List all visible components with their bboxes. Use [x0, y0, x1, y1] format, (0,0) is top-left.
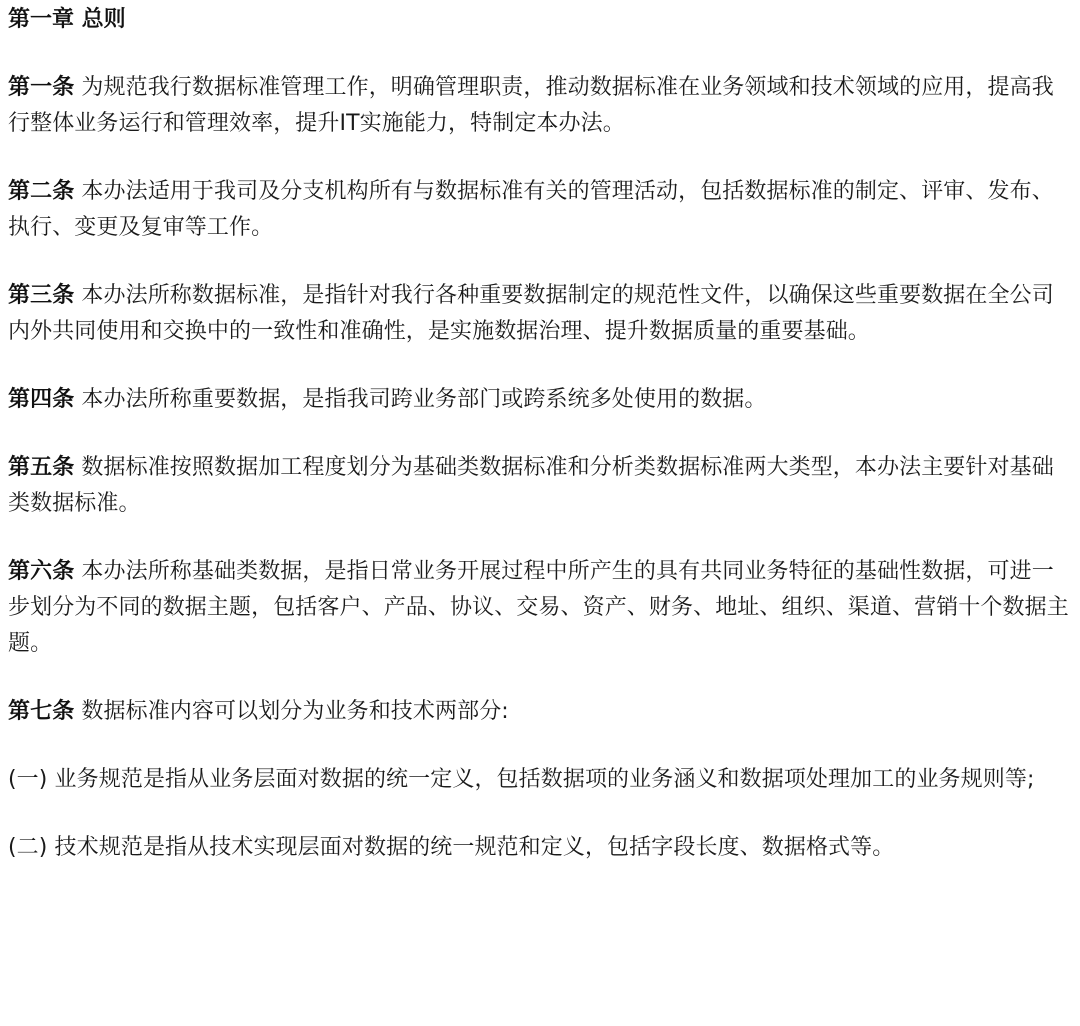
- article-text: 本办法适用于我司及分支机构所有与数据标准有关的管理活动，包括数据标准的制定、评审、发布、执行、变更及复审等工作。: [8, 179, 1054, 240]
- article-label: 第三条: [8, 283, 75, 308]
- article-text: 本办法所称数据标准，是指针对我行各种重要数据制定的规范性文件，以确保这些重要数据在全公司内外共同使用和交换中的一致性和准确性，是实施数据治理、提升数据质量的重要基础。: [8, 283, 1054, 344]
- article-text: 数据标准内容可以划分为业务和技术两部分:: [81, 699, 509, 724]
- article-label: 第二条: [8, 179, 75, 204]
- article-text: 本办法所称基础类数据，是指日常业务开展过程中所产生的具有共同业务特征的基础性数据，可进一步划分为不同的数据主题，包括客户、产品、协议、交易、资产、财务、地址、组织、渠道、营销十个数据主题。: [8, 559, 1069, 656]
- article-4: [8, 382, 1072, 418]
- sub-item-2: (二) 技术规范是指从技术实现层面对数据的统一规范和定义，包括字段长度、数据格式等。: [8, 835, 895, 860]
- article-text: 本办法所称重要数据，是指我司跨业务部门或跨系统多处使用的数据。: [81, 387, 767, 412]
- article-3: [8, 278, 1072, 350]
- article-5: [8, 450, 1072, 522]
- article-label: 第五条: [8, 455, 75, 480]
- article-label: 第四条: [8, 387, 75, 412]
- article-2: [8, 174, 1072, 246]
- article-label: 第七条: [8, 699, 75, 724]
- article-1: [8, 70, 1072, 142]
- article-label: 第一条: [8, 75, 75, 100]
- article-text: 为规范我行数据标准管理工作，明确管理职责，推动数据标准在业务领域和技术领域的应用，提高我行整体业务运行和管理效率，提升IT实施能力，特制定本办法。: [8, 75, 1054, 136]
- article-6: [8, 554, 1072, 662]
- sub-item-1: (一) 业务规范是指从业务层面对数据的统一定义，包括数据项的业务涵义和数据项处理加工的业务规则等;: [8, 767, 1035, 792]
- chapter-title: 第一章 总则: [8, 7, 126, 32]
- article-7: [8, 694, 1072, 730]
- article-label: 第六条: [8, 559, 75, 584]
- article-text: 数据标准按照数据加工程度划分为基础类数据标准和分析类数据标准两大类型，本办法主要针对基础类数据标准。: [8, 455, 1054, 516]
